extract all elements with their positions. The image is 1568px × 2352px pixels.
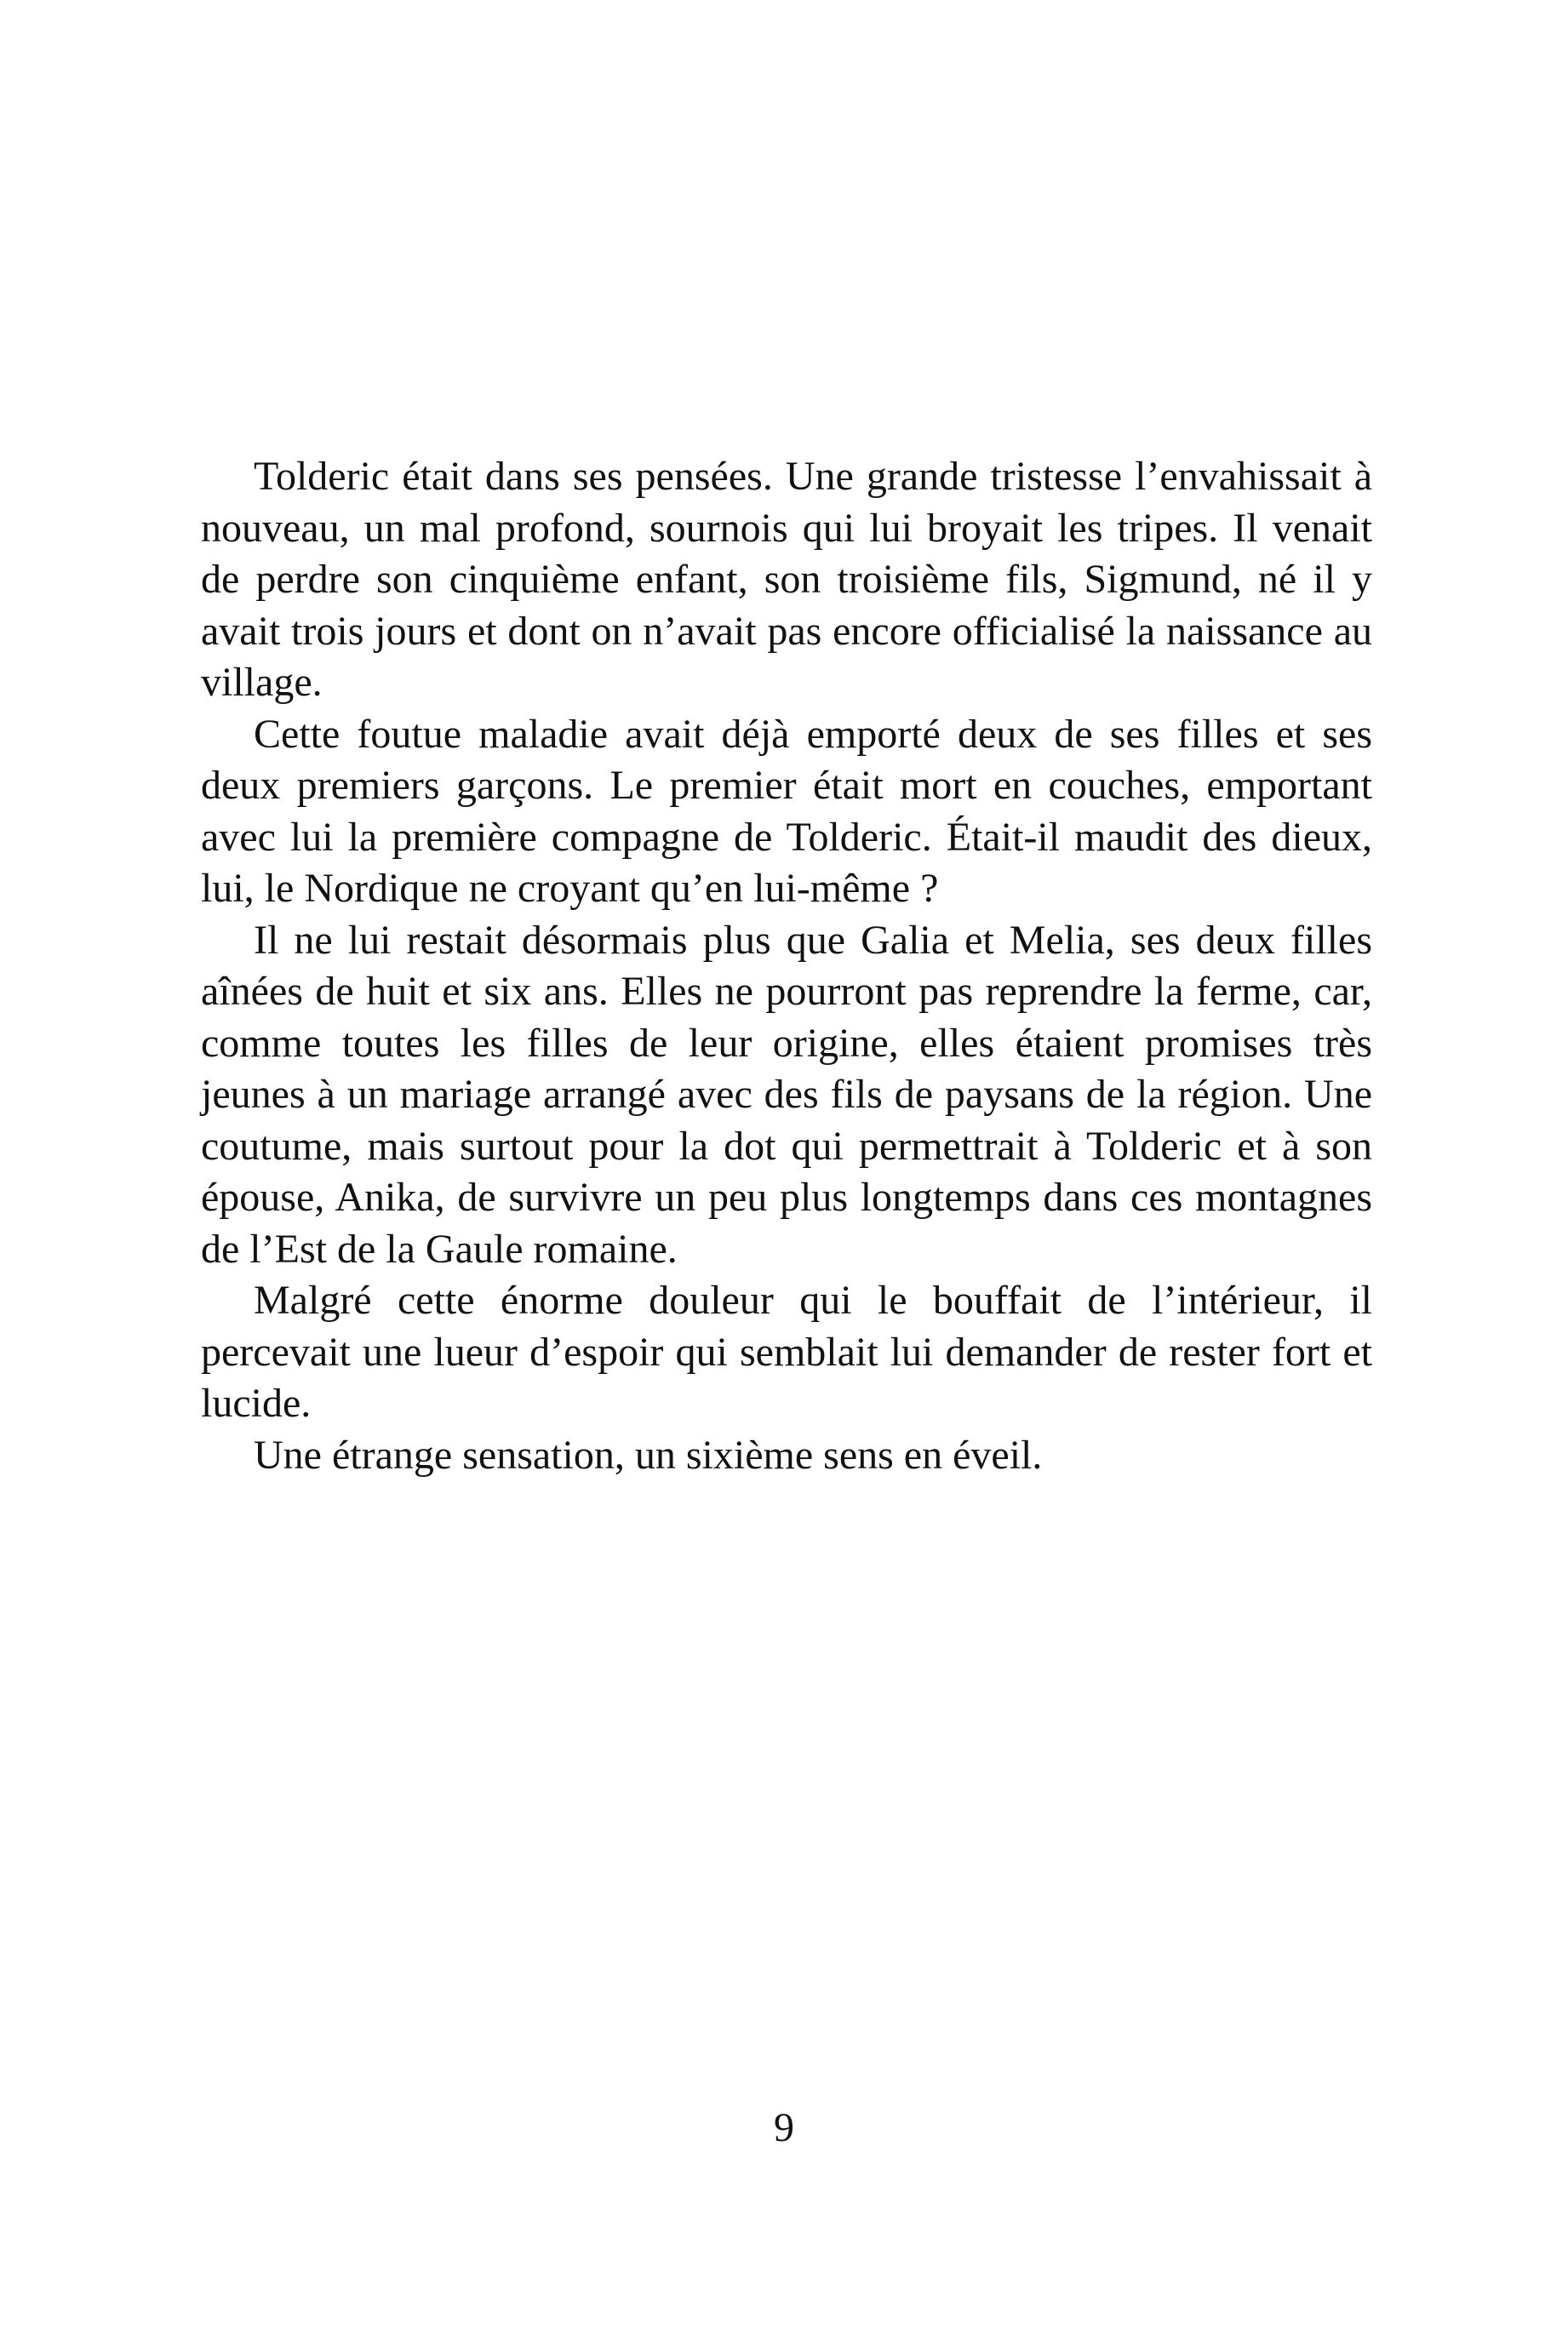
paragraph: Tolderic était dans ses pensées. Une grande tristesse l’envahissait à nouveau, un mal profond, sournois qui lui broyait les tripes. Il venait de perdre son cinquième enfant, son troisième fils, Sigmund, né il y avait trois jours et dont on n’avait pas encore officialisé la naissance au village.: [201, 454, 1372, 705]
paragraph: Une étrange sensation, un sixième sens en éveil.: [254, 1432, 1043, 1478]
body-text: [201, 451, 1372, 1481]
paragraph: Malgré cette énorme douleur qui le bouffait de l’intérieur, il percevait une lueur d’espoir qui semblait lui demander de rester fort et lucide.: [201, 1278, 1372, 1426]
paragraph: Il ne lui restait désormais plus que Galia et Melia, ses deux filles aînées de huit et six ans. Elles ne pourront pas reprendre la ferme, car, comme toutes les filles de leur origine, elles étaient promises très jeunes à un mariage arrangé avec des fils de paysans de la région. Une coutume, mais surtout pour la dot qui permettrait à Tolderic et à son épouse, Anika, de survivre un peu plus longtemps dans ces montagnes de l’Est de la Gaule romaine.: [201, 917, 1372, 1272]
paragraph: Cette foutue maladie avait déjà emporté deux de ses filles et ses deux premiers garçons. Le premier était mort en couches, emportant avec lui la première compagne de Tolderic. Était-il maudit des dieux, lui, le Nordique ne croyant qu’en lui-même ?: [201, 711, 1372, 911]
page-number: 9: [774, 2105, 794, 2150]
